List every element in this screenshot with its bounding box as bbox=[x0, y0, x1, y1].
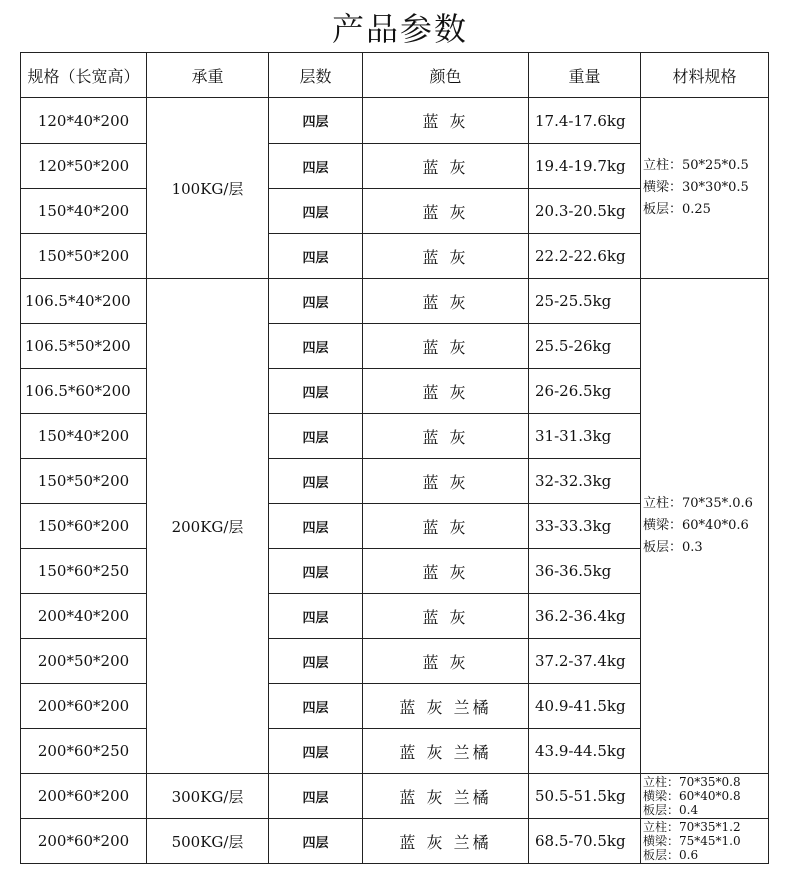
layers-cell: 四层 bbox=[269, 729, 363, 774]
material-cell bbox=[641, 279, 769, 774]
load-cell: 500KG/层 bbox=[147, 819, 269, 864]
material-line: 板层：0.25 bbox=[643, 202, 711, 217]
color-cell: 蓝 灰 bbox=[363, 414, 529, 459]
weight-cell: 32-32.3kg bbox=[529, 459, 641, 504]
layers-cell: 四层 bbox=[269, 549, 363, 594]
weight-cell: 43.9-44.5kg bbox=[529, 729, 641, 774]
weight-cell: 31-31.3kg bbox=[529, 414, 641, 459]
layers-cell: 四层 bbox=[269, 639, 363, 684]
weight-cell: 33-33.3kg bbox=[529, 504, 641, 549]
color-cell: 蓝 灰 bbox=[363, 504, 529, 549]
material-line: 横梁：60*40*0.8 bbox=[643, 789, 741, 803]
layers-cell: 四层 bbox=[269, 594, 363, 639]
spec-cell: 106.5*60*200 bbox=[21, 369, 147, 414]
weight-cell: 25-25.5kg bbox=[529, 279, 641, 324]
color-cell: 蓝 灰 兰橘 bbox=[363, 774, 529, 819]
material-cell bbox=[641, 98, 769, 279]
header-layers: 层数 bbox=[269, 53, 363, 98]
layers-cell: 四层 bbox=[269, 414, 363, 459]
spec-cell: 200*60*200 bbox=[21, 819, 147, 864]
weight-cell: 17.4-17.6kg bbox=[529, 98, 641, 144]
weight-cell: 36-36.5kg bbox=[529, 549, 641, 594]
layers-cell: 四层 bbox=[269, 144, 363, 189]
spec-cell: 150*50*200 bbox=[21, 459, 147, 504]
header-color: 颜色 bbox=[363, 53, 529, 98]
material-line: 板层：0.3 bbox=[643, 540, 703, 555]
material-line: 横梁：60*40*0.6 bbox=[643, 518, 749, 533]
spec-cell: 200*60*200 bbox=[21, 774, 147, 819]
spec-cell: 150*40*200 bbox=[21, 414, 147, 459]
layers-cell: 四层 bbox=[269, 234, 363, 279]
layers-cell: 四层 bbox=[269, 504, 363, 549]
material-line: 横梁：75*45*1.0 bbox=[643, 834, 741, 848]
color-cell: 蓝 灰 bbox=[363, 594, 529, 639]
spec-cell: 106.5*50*200 bbox=[21, 324, 147, 369]
layers-cell: 四层 bbox=[269, 369, 363, 414]
material-line: 立柱：70*35*.0.6 bbox=[643, 496, 753, 511]
layers-cell: 四层 bbox=[269, 98, 363, 144]
weight-cell: 20.3-20.5kg bbox=[529, 189, 641, 234]
spec-cell: 200*60*200 bbox=[21, 684, 147, 729]
color-cell: 蓝 灰 bbox=[363, 369, 529, 414]
spec-cell: 150*60*200 bbox=[21, 504, 147, 549]
header-weight: 重量 bbox=[529, 53, 641, 98]
material-line: 板层：0.6 bbox=[643, 848, 699, 862]
weight-cell: 68.5-70.5kg bbox=[529, 819, 641, 864]
table-row bbox=[21, 819, 769, 864]
layers-cell: 四层 bbox=[269, 774, 363, 819]
color-cell: 蓝 灰 bbox=[363, 189, 529, 234]
color-cell: 蓝 灰 bbox=[363, 144, 529, 189]
material-line: 立柱：70*35*1.2 bbox=[643, 820, 741, 834]
weight-cell: 26-26.5kg bbox=[529, 369, 641, 414]
color-cell: 蓝 灰 bbox=[363, 459, 529, 504]
material-cell bbox=[641, 774, 769, 819]
weight-cell: 37.2-37.4kg bbox=[529, 639, 641, 684]
spec-cell: 200*50*200 bbox=[21, 639, 147, 684]
color-cell: 蓝 灰 兰橘 bbox=[363, 684, 529, 729]
color-cell: 蓝 灰 兰橘 bbox=[363, 729, 529, 774]
material-line: 横梁：30*30*0.5 bbox=[643, 180, 749, 195]
material-cell bbox=[641, 819, 769, 864]
table-row bbox=[21, 98, 769, 144]
spec-cell: 106.5*40*200 bbox=[21, 279, 147, 324]
spec-cell: 150*60*250 bbox=[21, 549, 147, 594]
layers-cell: 四层 bbox=[269, 684, 363, 729]
color-cell: 蓝 灰 bbox=[363, 234, 529, 279]
weight-cell: 19.4-19.7kg bbox=[529, 144, 641, 189]
material-line: 立柱：50*25*0.5 bbox=[643, 158, 749, 173]
color-cell: 蓝 灰 bbox=[363, 549, 529, 594]
layers-cell: 四层 bbox=[269, 189, 363, 234]
weight-cell: 50.5-51.5kg bbox=[529, 774, 641, 819]
table-row bbox=[21, 774, 769, 819]
product-params-table bbox=[20, 52, 769, 864]
spec-cell: 120*50*200 bbox=[21, 144, 147, 189]
color-cell: 蓝 灰 bbox=[363, 98, 529, 144]
header-spec: 规格（长宽高） bbox=[21, 53, 147, 98]
layers-cell: 四层 bbox=[269, 279, 363, 324]
spec-cell: 150*50*200 bbox=[21, 234, 147, 279]
spec-cell: 120*40*200 bbox=[21, 98, 147, 144]
spec-cell: 200*40*200 bbox=[21, 594, 147, 639]
weight-cell: 25.5-26kg bbox=[529, 324, 641, 369]
load-cell: 200KG/层 bbox=[147, 279, 269, 774]
color-cell: 蓝 灰 bbox=[363, 639, 529, 684]
table-row bbox=[21, 279, 769, 324]
color-cell: 蓝 灰 bbox=[363, 279, 529, 324]
header-material: 材料规格 bbox=[641, 53, 769, 98]
layers-cell: 四层 bbox=[269, 459, 363, 504]
spec-cell: 200*60*250 bbox=[21, 729, 147, 774]
layers-cell: 四层 bbox=[269, 324, 363, 369]
weight-cell: 40.9-41.5kg bbox=[529, 684, 641, 729]
load-cell: 100KG/层 bbox=[147, 98, 269, 279]
load-cell: 300KG/层 bbox=[147, 774, 269, 819]
header-load: 承重 bbox=[147, 53, 269, 98]
page-title: 产品参数 bbox=[331, 10, 468, 48]
spec-cell: 150*40*200 bbox=[21, 189, 147, 234]
weight-cell: 22.2-22.6kg bbox=[529, 234, 641, 279]
color-cell: 蓝 灰 bbox=[363, 324, 529, 369]
weight-cell: 36.2-36.4kg bbox=[529, 594, 641, 639]
layers-cell: 四层 bbox=[269, 819, 363, 864]
color-cell: 蓝 灰 兰橘 bbox=[363, 819, 529, 864]
header-row bbox=[21, 53, 769, 98]
material-line: 立柱：70*35*0.8 bbox=[643, 775, 741, 789]
material-line: 板层：0.4 bbox=[643, 803, 699, 817]
